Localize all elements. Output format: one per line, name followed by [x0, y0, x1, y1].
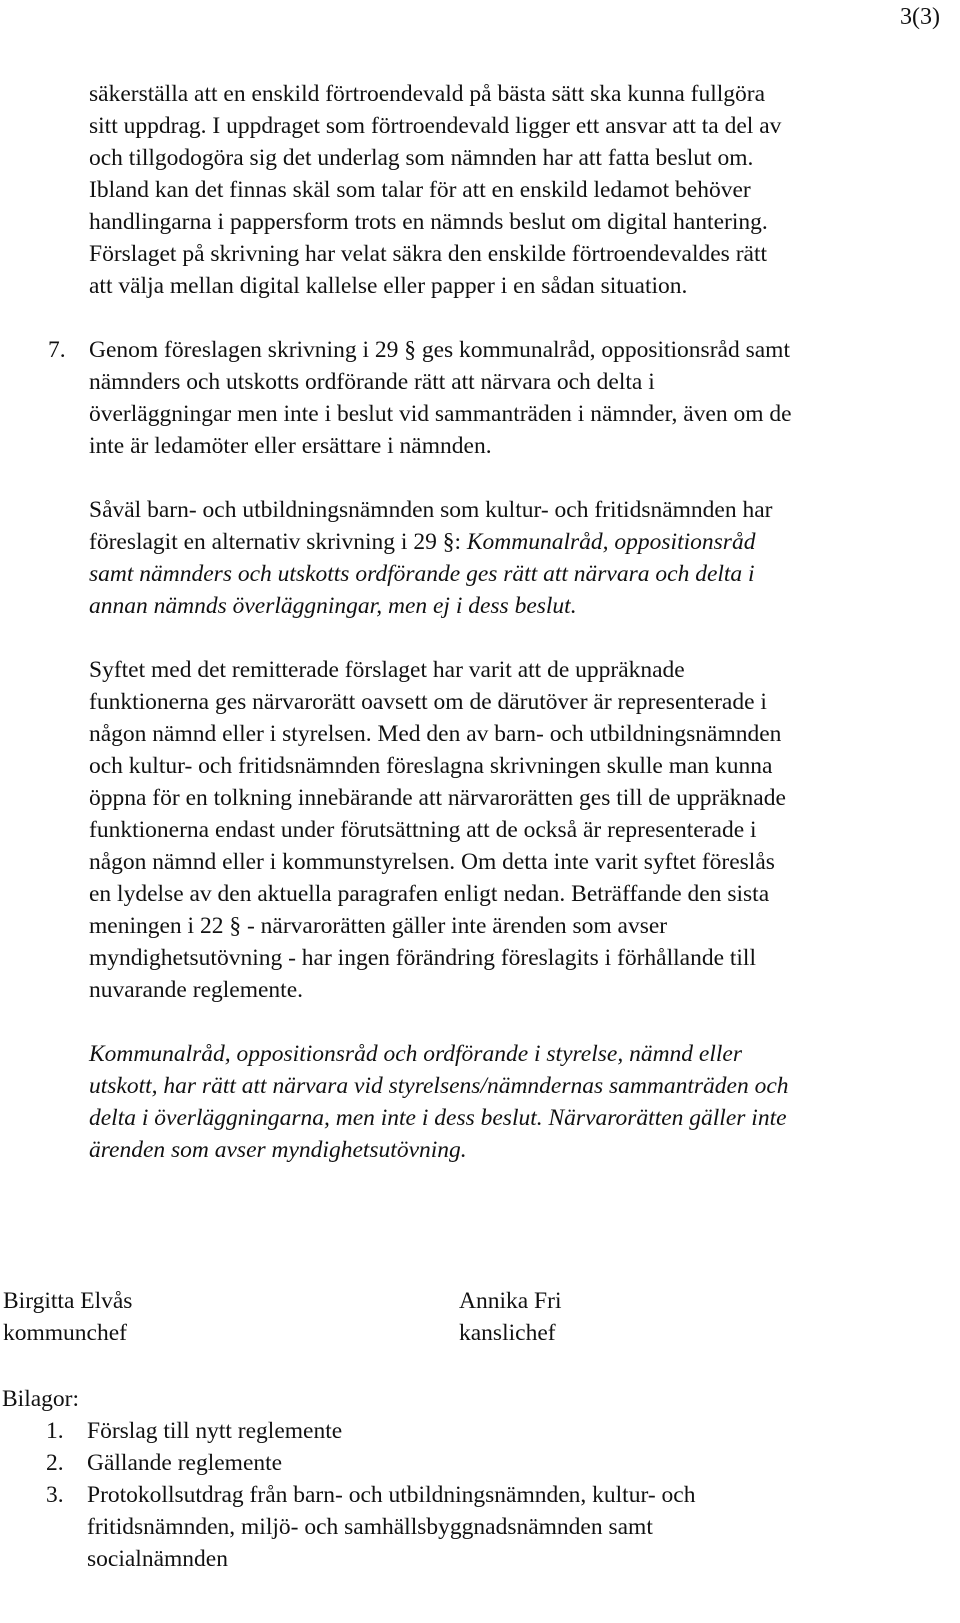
- signatory-title: kanslichef: [459, 1320, 556, 1346]
- document-body: [48, 78, 941, 1166]
- paragraph-proposed-wording: [89, 1038, 941, 1166]
- attachment-line: Förslag till nytt reglemente: [87, 1418, 343, 1444]
- attachment-line: Gällande reglemente: [87, 1450, 283, 1476]
- attachment-item: [2, 1447, 932, 1479]
- quoted-text-run: Kommunalråd, oppositionsråd: [466, 529, 756, 555]
- paragraph-spacer: [89, 462, 941, 494]
- attachments-section: [2, 1383, 932, 1575]
- paragraph-digital-handling: [89, 78, 941, 302]
- attachment-item: [2, 1479, 932, 1575]
- text-line: öppna för en tolkning innebärande att närvarorätten ges till de uppräknade: [89, 785, 786, 811]
- attachment-line: Protokollsutdrag från barn- och utbildningsnämnden, kultur- och: [87, 1482, 696, 1508]
- quoted-text-line: utskott, har rätt att närvara vid styrelsens/nämndernas sammanträden och: [89, 1073, 789, 1099]
- text-line: Ibland kan det finnas skäl som talar för att en enskild ledamot behöver: [89, 177, 751, 203]
- text-line: handlingarna i pappersform trots en nämnds beslut om digital hantering.: [89, 209, 768, 235]
- text-line: någon nämnd eller i styrelsen. Med den av barn- och utbildningsnämnden: [89, 721, 782, 747]
- quoted-text-line: samt nämnders och utskotts ordförande ges rätt att närvara och delta i: [89, 561, 755, 587]
- text-line: Genom föreslagen skrivning i 29 § ges kommunalråd, oppositionsråd samt: [89, 337, 790, 363]
- item-number: 7.: [48, 337, 66, 363]
- quoted-text-line: ärenden som avser myndighetsutövning.: [89, 1137, 467, 1163]
- text-line: en lydelse av den aktuella paragrafen enligt nedan. Beträffande den sista: [89, 881, 770, 907]
- signature-left: [3, 1285, 132, 1349]
- signature-right: [459, 1285, 561, 1349]
- text-line: Syftet med det remitterade förslaget har varit att de uppräknade: [89, 657, 685, 683]
- text-line: myndighetsutövning - har ingen förändring föreslagits i förhållande till: [89, 945, 756, 971]
- text-line: meningen i 22 § - närvarorätten gäller inte ärenden som avser: [89, 913, 668, 939]
- text-line: säkerställa att en enskild förtroendevald på bästa sätt ska kunna fullgöra: [89, 81, 766, 107]
- paragraph-spacer: [89, 302, 941, 334]
- text-line: Såväl barn- och utbildningsnämnden som kultur- och fritidsnämnden har: [89, 497, 773, 523]
- text-line: och kultur- och fritidsnämnden föreslagna skrivningen skulle man kunna: [89, 753, 773, 779]
- attachment-number: 1.: [46, 1418, 64, 1444]
- text-line: att välja mellan digital kallelse eller papper i en sådan situation.: [89, 273, 688, 299]
- text-line: och tillgodogöra sig det underlag som nämnden har att fatta beslut om.: [89, 145, 754, 171]
- paragraph-purpose: [89, 654, 941, 1006]
- quoted-text-line: Kommunalråd, oppositionsråd och ordförande i styrelse, nämnd eller: [89, 1041, 742, 1067]
- text-line: inte är ledamöter eller ersättare i nämnden.: [89, 433, 492, 459]
- text-line: någon nämnd eller i kommunstyrelsen. Om detta inte varit syftet föreslås: [89, 849, 775, 875]
- quoted-text-line: annan nämnds överläggningar, men ej i dess beslut.: [89, 593, 577, 619]
- page-number: 3(3): [900, 4, 940, 30]
- attachment-item: [2, 1415, 932, 1447]
- paragraph-spacer: [89, 622, 941, 654]
- text-line: Förslaget på skrivning har velat säkra den enskilde förtroendevaldes rätt: [89, 241, 768, 267]
- text-line: sitt uppdrag. I uppdraget som förtroendevald ligger ett ansvar att ta del av: [89, 113, 782, 139]
- numbered-item-7: [48, 334, 941, 462]
- quoted-text-line: delta i överläggningarna, men inte i dess beslut. Närvarorätten gäller inte: [89, 1105, 787, 1131]
- attachment-number: 3.: [46, 1482, 64, 1508]
- text-line: funktionerna endast under förutsättning att de också är representerade i: [89, 817, 757, 843]
- text-run: föreslagit en alternativ skrivning i 29 §:: [89, 529, 467, 555]
- text-line: nuvarande reglemente.: [89, 977, 304, 1003]
- attachment-line: fritidsnämnden, miljö- och samhällsbyggnadsnämnden samt: [87, 1514, 653, 1540]
- attachment-number: 2.: [46, 1450, 64, 1476]
- attachment-line: socialnämnden: [87, 1546, 228, 1572]
- text-line: [89, 526, 941, 558]
- text-line: funktionerna ges närvarorätt oavsett om de därutöver är representerade i: [89, 689, 767, 715]
- signatory-name: Annika Fri: [459, 1288, 562, 1314]
- text-line: nämnders och utskotts ordförande rätt att närvara och delta i: [89, 369, 655, 395]
- signatory-title: kommunchef: [3, 1320, 127, 1346]
- paragraph-spacer: [89, 1006, 941, 1038]
- paragraph-alternative-wording: [89, 494, 941, 622]
- signatory-name: Birgitta Elvås: [3, 1288, 133, 1314]
- text-line: överläggningar men inte i beslut vid sammanträden i nämnder, även om de: [89, 401, 792, 427]
- attachments-heading: Bilagor:: [2, 1386, 80, 1412]
